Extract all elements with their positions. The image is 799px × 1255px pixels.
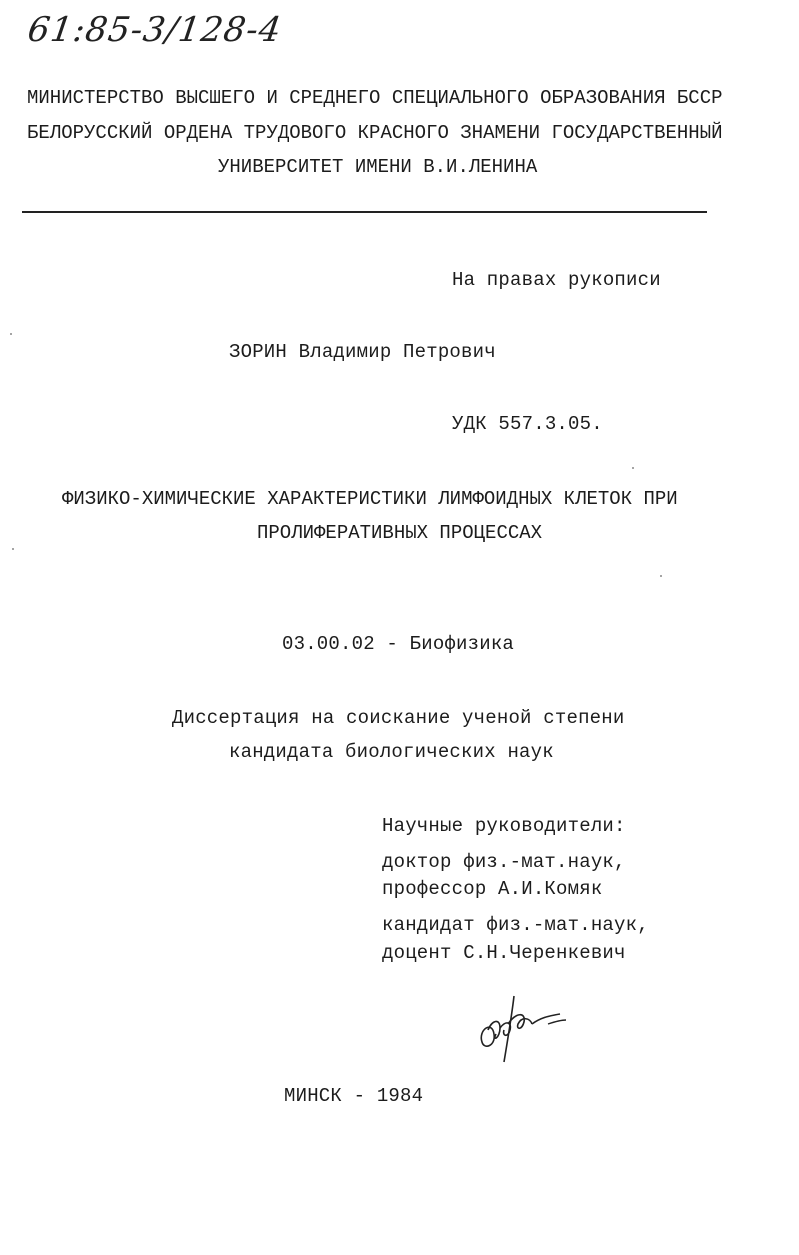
supervisor-2-degree: кандидат физ.-мат.наук, [382,914,649,936]
udk-code: УДК 557.3.05. [452,413,603,435]
footer-city-year: МИНСК - 1984 [284,1085,424,1107]
scan-speck [632,467,634,469]
degree-line-2: кандидата биологических наук [229,741,554,763]
supervisors-heading: Научные руководители: [382,815,626,837]
header-line-1: МИНИСТЕРСТВО ВЫСШЕГО И СРЕДНЕГО СПЕЦИАЛЬНОГО ОБРАЗОВАНИЯ БССР [27,87,723,109]
title-line-2: ПРОЛИФЕРАТИВНЫХ ПРОЦЕССАХ [257,522,543,544]
title-line-1: ФИЗИКО-ХИМИЧЕСКИЕ ХАРАКТЕРИСТИКИ ЛИМФОИДНЫХ КЛЕТОК ПРИ [62,488,678,510]
header-line-2: БЕЛОРУССКИЙ ОРДЕНА ТРУДОВОГО КРАСНОГО ЗНАМЕНИ ГОСУДАРСТВЕННЫЙ [27,122,723,144]
author-name: ЗОРИН Владимир Петрович [229,341,496,363]
header-line-3: УНИВЕРСИТЕТ ИМЕНИ В.И.ЛЕНИНА [218,156,538,178]
supervisor-1-name: профессор А.И.Комяк [382,878,603,900]
rights-note: На правах рукописи [452,269,661,291]
scan-speck [10,333,12,335]
supervisor-1-degree: доктор физ.-мат.наук, [382,851,626,873]
archive-number: 61:85-3/128-4 [25,10,285,50]
supervisor-2-name: доцент С.Н.Черенкевич [382,942,626,964]
header-divider [22,211,707,213]
specialty: 03.00.02 - Биофизика [282,633,515,655]
scan-speck [12,548,14,550]
degree-line-1: Диссертация на соискание ученой степени [172,707,625,729]
scan-speck [660,575,662,577]
signature [470,990,580,1065]
